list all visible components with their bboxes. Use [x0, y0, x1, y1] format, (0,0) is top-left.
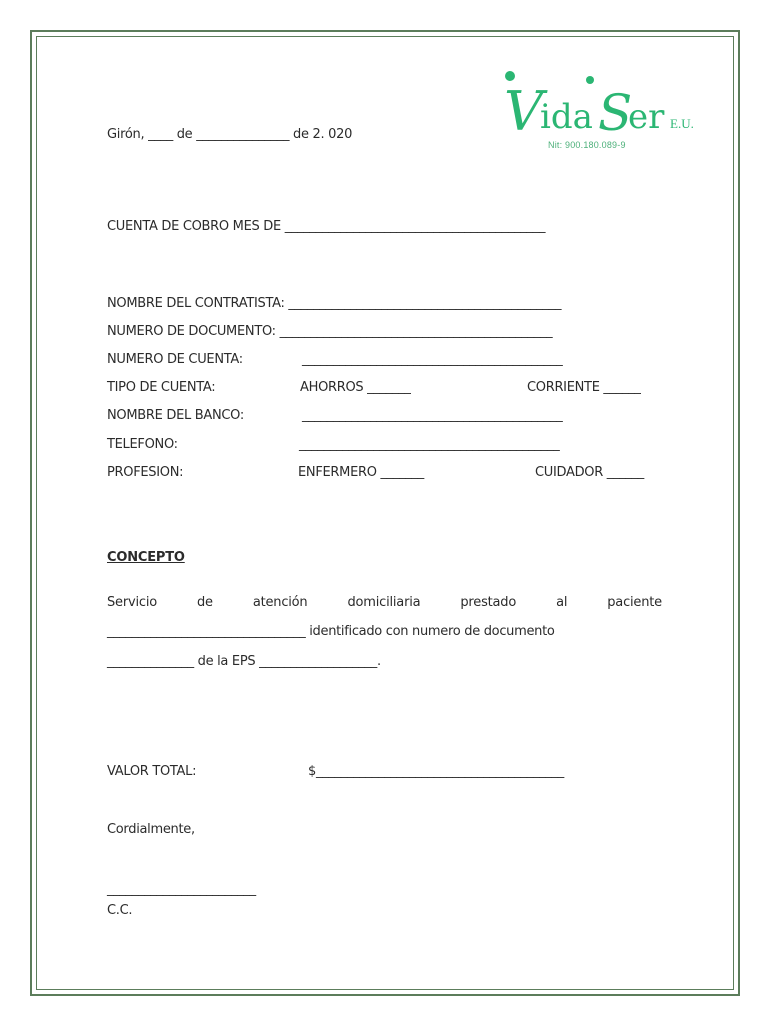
concept-word: prestado: [460, 595, 517, 610]
page-border-inner: [36, 36, 734, 990]
profession-label: PROFESION:: [107, 465, 184, 480]
concept-word: paciente: [607, 595, 662, 610]
logo-suffix: E.U.: [670, 116, 694, 131]
signature-line: ________________________: [107, 882, 256, 897]
concept-word: al: [556, 595, 568, 610]
bank-name-label: NOMBRE DEL BANCO:: [107, 408, 244, 423]
concept-word: de: [196, 595, 213, 610]
concept-line-2: ________________________________ identificado con numero de documento: [107, 624, 555, 639]
logo-letters-er: er: [628, 97, 665, 137]
concept-heading: CONCEPTO: [107, 550, 185, 565]
account-month-line: CUENTA DE COBRO MES DE __________________________________________: [107, 219, 546, 234]
phone-line: __________________________________________: [299, 437, 560, 452]
logo-letter-s: S: [598, 84, 633, 142]
cuidador-option: CUIDADOR ______: [535, 465, 645, 480]
logo-letters-ida: ida: [540, 97, 593, 137]
logo-letter-v: V: [504, 80, 543, 143]
concept-word: domiciliaria: [347, 595, 421, 610]
ahorros-option: AHORROS _______: [300, 380, 411, 395]
total-label: VALOR TOTAL:: [107, 764, 197, 779]
concept-word: Servicio: [107, 595, 158, 610]
total-value-line: $________________________________________: [308, 764, 564, 779]
concept-word: atención: [252, 595, 308, 610]
account-type-label: TIPO DE CUENTA:: [107, 380, 216, 395]
phone-label: TELEFONO:: [107, 437, 178, 452]
concept-line-3: ______________ de la EPS ___________________.: [107, 654, 381, 669]
cc-label: C.C.: [107, 903, 133, 918]
account-number-line: __________________________________________: [302, 352, 563, 367]
corriente-option: CORRIENTE ______: [527, 380, 641, 395]
contractor-name-line: NOMBRE DEL CONTRATISTA: ____________________________________________: [107, 296, 562, 311]
logo-dot-right: [586, 76, 594, 84]
document-number-line: NUMERO DE DOCUMENTO: ____________________________________________: [107, 324, 553, 339]
enfermero-option: ENFERMERO _______: [298, 465, 424, 480]
logo-nit: Nit: 900.180.089-9: [548, 140, 626, 150]
closing-greeting: Cordialmente,: [107, 822, 195, 837]
account-number-label: NUMERO DE CUENTA:: [107, 352, 243, 367]
date-line: Girón, ____ de _______________ de 2. 020: [107, 127, 353, 142]
concept-line-1: [107, 595, 662, 610]
bank-name-line: __________________________________________: [302, 408, 563, 423]
